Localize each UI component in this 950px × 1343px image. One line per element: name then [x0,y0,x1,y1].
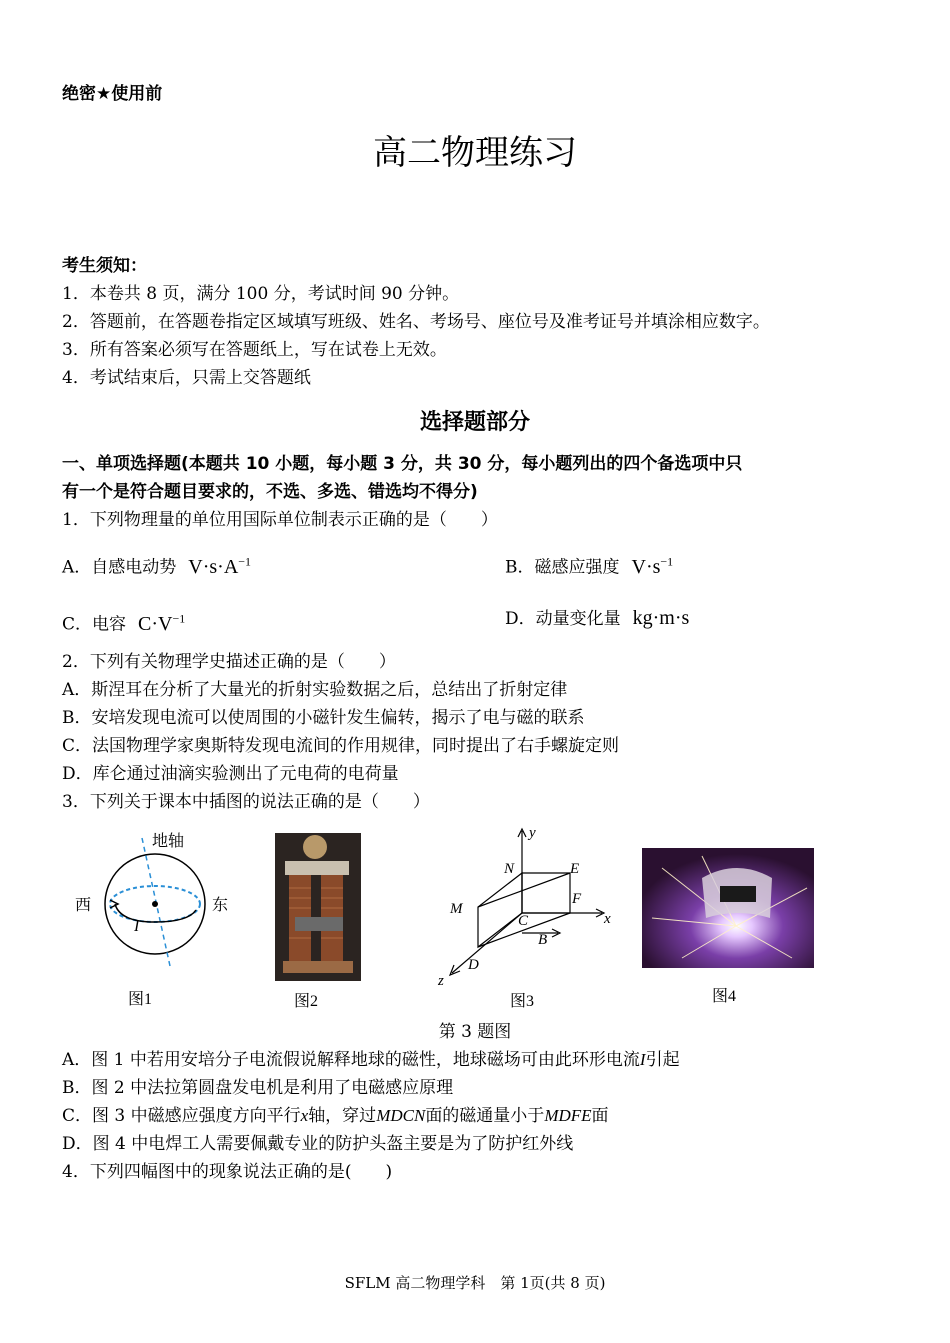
q1-option-d-label: D．动量变化量 [505,609,621,629]
q1-option-c [62,607,185,636]
page-footer: SFLM 高二物理学科 第 1页(共 8 页) [344,1274,606,1292]
figure-3-coordinate-box [430,825,620,995]
figure-1-east-label: 东 [212,895,229,914]
q1-option-a-unit: $V\cdot s\cdot A^{-1}$ [188,554,252,578]
q2-option-b: B．安培发现电流可以使周围的小磁针发生偏转，揭示了电与磁的联系 [62,708,585,728]
notice-heading: 考生须知： [62,256,147,276]
q1-option-c-label: C．电容 [62,614,127,635]
figure-3-f-label: F [572,891,582,907]
notice-item-4: 4．考试结束后，只需上交答题纸 [62,368,311,388]
figure-1-caption: 图1 [128,991,153,1008]
q3-option-a: A．图 1 中若用安培分子电流假说解释地球的磁性，地球磁场可由此环形电流I引起 [62,1050,680,1070]
q1-stem: 1．下列物理量的单位用国际单位制表示正确的是（ ） [62,510,498,530]
section-title: 选择题部分 [419,410,530,435]
q3-option-b: B．图 2 中法拉第圆盘发电机是利用了电磁感应原理 [62,1078,454,1098]
q1-option-b-unit: $V\cdot s^{-1}$ [631,554,674,578]
q1-option-b [505,550,673,579]
q1-option-a [62,550,251,579]
secret-label: 绝密★使用前 [62,84,163,104]
figure-3-e-label: E [570,861,580,877]
q4-stem: 4．下列四幅图中的现象说法正确的是( ) [62,1162,393,1182]
q1-option-d-unit: kg·m·s [632,607,690,629]
q3-figure-caption: 第 3 题图 [438,1022,512,1042]
q1-option-a-label: A．自感电动势 [62,557,177,578]
figure-3-y-label: y [529,825,536,841]
notice-item-2: 2．答题前，在答题卷指定区域填写班级、姓名、考场号、座位号及准考证号并填涂相应数字。 [62,312,770,332]
q1-option-c-unit: $C\cdot V^{-1}$ [138,611,186,635]
q1-option-d [505,607,689,630]
figure-4-welding-photo [642,848,814,968]
figure-3-d-label: D [468,957,479,973]
figure-3-caption: 图3 [510,993,535,1010]
q2-option-c: C．法国物理学家奥斯特发现电流间的作用规律，同时提出了右手螺旋定则 [62,736,620,756]
part1-heading-line2: 有一个是符合题目要求的，不选、多选、错选均不得分) [62,482,478,502]
q3-stem: 3．下列关于课本中插图的说法正确的是（ ） [62,792,430,812]
figure-3-x-label: x [604,911,611,927]
figure-3-m-label: M [450,901,463,917]
figure-4-caption: 图4 [712,988,737,1005]
figure-3-z-label: z [438,973,444,989]
q3-option-c: C．图 3 中磁感应强度方向平行x轴，穿过MDCN面的磁通量小于MDFE面 [62,1106,609,1126]
figure-3-n-label: N [504,861,515,877]
q3-option-d: D．图 4 中电焊工人需要佩戴专业的防护头盔主要是为了防护红外线 [62,1134,574,1154]
q2-option-d: D．库仑通过油滴实验测出了元电荷的电荷量 [62,764,399,784]
q1-option-b-label: B．磁感应强度 [505,557,620,578]
page-title: 高二物理练习 [373,133,577,173]
figure-3-b-label: B [538,932,548,948]
notice-item-1: 1．本卷共 8 页，满分 100 分，考试时间 90 分钟。 [62,284,460,304]
figure-2-disk-generator [275,833,361,981]
figure-1-current-label: I [134,918,140,935]
figure-1-axis-label: 地轴 [152,831,185,850]
figure-1-earth [70,826,240,976]
q2-option-a: A．斯涅耳在分析了大量光的折射实验数据之后，总结出了折射定律 [62,680,568,700]
figure-3-c-label: C [518,913,529,929]
q2-stem: 2．下列有关物理学史描述正确的是（ ） [62,652,396,672]
part1-heading-line1: 一、单项选择题(本题共 10 小题，每小题 3 分，共 30 分，每小题列出的四个备选项中只 [62,454,743,474]
notice-item-3: 3．所有答案必须写在答题纸上，写在试卷上无效。 [62,340,447,360]
figure-1-west-label: 西 [75,895,92,914]
figure-2-caption: 图2 [294,993,319,1010]
